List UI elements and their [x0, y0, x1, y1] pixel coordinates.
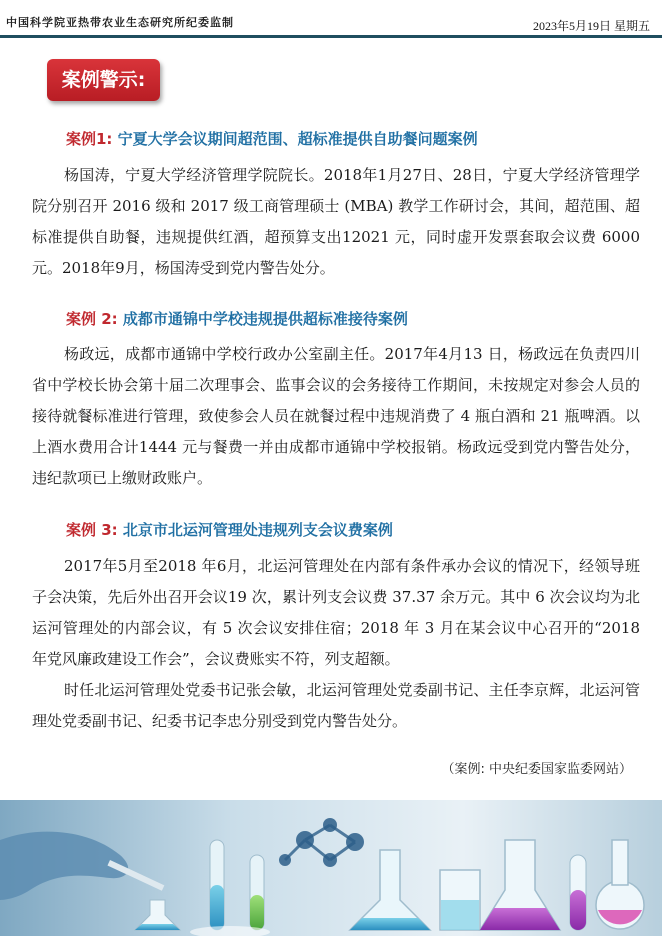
- header-org: 中国科学院亚热带农业生态研究所纪委监制: [6, 16, 234, 29]
- case-1-heading: [66, 128, 478, 149]
- case-3-label: 案例 3:: [66, 521, 118, 539]
- case-3-paragraph-2: 时任北运河管理处党委书记张会敏，北运河管理处党委副书记、主任李京辉，北运河管理处党委副书记、纪委书记李忠分别受到党内警告处分。: [32, 681, 640, 730]
- case-3-heading: [66, 519, 393, 540]
- case-3-paragraph-1: 2017年5月至2018 年6月，北运河管理处在内部有条件承办会议的情况下，经领导班子会决策，先后外出召开会议19 次，累计列支会议费 37.37 余万元。其中 6 次会议均为北运河管理处的内部会议，有 5 次会议安排住宿；2018 年 3 月在某会议中心召开的“2018 年党风廉政建设工作会”，会议费账实不符，列支超额。: [32, 557, 640, 668]
- case-3-title: 北京市北运河管理处违规列支会议费案例: [122, 521, 393, 539]
- case-2-paragraph: 杨政远，成都市通锦中学校行政办公室副主任。2017年4月13 日，杨政远在负责四川省中学校长协会第十届二次理事会、监事会议的会务接待工作期间，未按规定对参会人员的接待就餐标准进行管理，致使参会人员在就餐过程中违规消费了 4 瓶白酒和 21 瓶啤酒。以上酒水费用合计1444 元与餐费一并由成都市通锦中学校报销。杨政远受到党内警告处分，违纪款项已上缴财政账户。: [32, 345, 640, 487]
- laboratory-glassware-image: [0, 800, 662, 936]
- case-2-title: 成都市通锦中学校违规提供超标准接待案例: [122, 310, 408, 328]
- case-1-paragraph: 杨国涛，宁夏大学经济管理学院院长。2018年1月27日、28日，宁夏大学经济管理学院分别召开 2016 级和 2017 级工商管理硕士 (MBA) 教学工作研讨会，其间，超范围、超标准提供自助餐，违规提供红酒，超预算支出12021 元，同时虚开发票套取会议费 6000 元。2018年9月，杨国涛受到党内警告处分。: [32, 166, 640, 277]
- header-divider: [0, 35, 662, 38]
- case-2-label: 案例 2:: [66, 310, 118, 328]
- case-1-label: 案例1:: [66, 130, 113, 148]
- page-header: [0, 0, 662, 40]
- case-1-title: 宁夏大学会议期间超范围、超标准提供自助餐问题案例: [117, 130, 478, 148]
- case-warning-badge: 案例警示:: [47, 59, 160, 101]
- header-date: 2023年5月19日 星期五: [532, 19, 650, 33]
- case-2-heading: [66, 308, 408, 329]
- source-note: （案例: 中央纪委国家监委网站）: [441, 762, 632, 777]
